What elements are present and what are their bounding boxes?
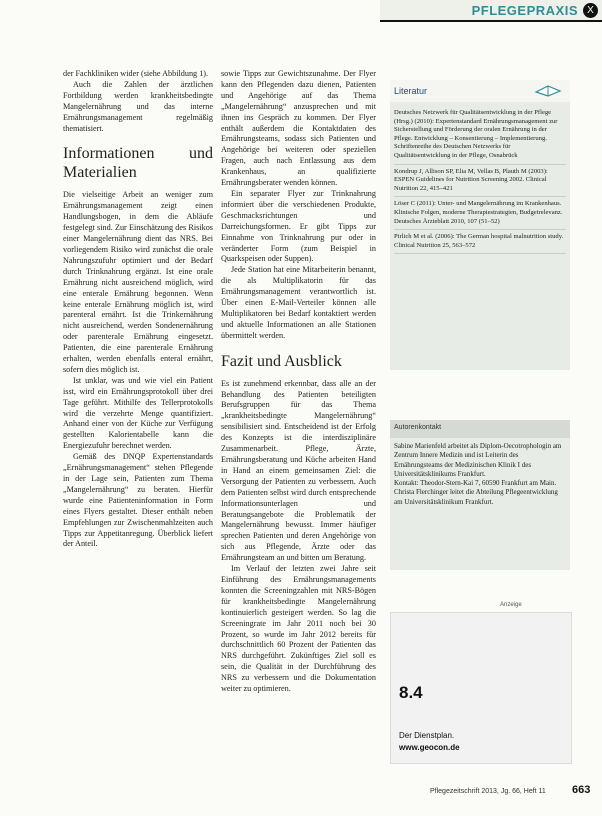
left-column — [63, 69, 213, 550]
section-heading-fazit: Fazit und Ausblick — [221, 352, 342, 370]
literature-list — [394, 106, 566, 254]
ad-url[interactable]: www.geocon.de — [399, 743, 460, 752]
body-paragraph-3: Gemäß des DNQP Expertenstandards „Ernährungsmanagement“ stehen Pflegende in der Lage sein, Patienten zum Thema „Mangelernährung“ zu beraten. Hierfür wurde eine Patienteninformation in Form eines Flyers gestaltet. Dieser enthält neben Empfehlungen zur Zwischenmahlzeiten auch Tipps zur Appetitanregung. Überblick liefert der Anteil. — [63, 452, 213, 549]
literature-entry: Deutsches Netzwerk für Qualitätsentwicklung in der Pflege (Hrsg.) (2010): Expertenstandard Ernährungsmanagement zur Sicherstellung und Förderung der oralen Ernährung in der Pflege. Entwicklung – Konsentierung – Implementierung. Schriftenreihe des Deutschen Netzwerks für Qualitätsentwicklung in der Pflege, Osnabrück — [394, 106, 566, 165]
ad-number: 8.4 — [399, 683, 423, 702]
intro-paragraph-2: Auch die Zahlen der ärztlichen Fortbildung werden krankheitsbedingte Mangelernährung und das interne Ernährungsmanagement regelmäßig thematisiert. — [63, 79, 213, 133]
middle-paragraph-4: Es ist zunehmend erkennbar, dass alle an der Behandlung des Patienten beteiligten Berufsgruppen für das Thema „krankheitsbedingte Mangelernährung“ sensibilisiert sind. Entscheidend ist der Erfolg des Konzepts ist die interdisziplinäre Zusammenarbeit. Pflege, Ärzte, Ernährungsberatung und Küche arbeiten Hand in Hand an einem gemeinsamen Ziel: die Versorgung der Patienten zu verbessern. Auch dem Patienten selbst wird durch entsprechende Informationsunterlagen und Beratungsangebote die Problematik der Mangelernährung bewusst. Immer häufiger sprechen Patienten und deren Angehörige von sich aus Pflegende, Ärzte oder das Ernährungsteam an und bitten um Beratung. — [221, 378, 376, 563]
middle-paragraph-3: Jede Station hat eine Mitarbeiterin benannt, die als Multiplikatorin für das Ernährungsmanagement verantwortlich ist. Über einen E-Mail-Verteiler können alle Multiplikatoren bei Bedarf kontaktiert werden und aktuelle Informationen an alle Stationen übermittelt werden. — [221, 265, 376, 340]
section-header — [380, 0, 602, 22]
body-paragraph-1: Die vielseitige Arbeit an weniger zum Ernährungsmanagement zeigt einen Handlungsbogen, in dem die Abläufe festgelegt sind. Zur Einschätzung des Risikos einer Mangelernährung dient das NRS. Bei vorliegendem Risiko wird zunächst die orale Nahrungszufuhr optimiert und der Bedarf durch Trinknahrung ergänzt. Ist eine orale Ernährung nicht ausreichend möglich, wird eine enterale Ernährung begonnen. Wenn keine enterale Ernährung möglich ist, wird parenteral ernährt. Ist die Trinkernährung nicht ausreichend, werden Sondenernährung oder parenterale Ernährung eingesetzt. Patienten, die eine parenterale Ernährung erhalten, werden ebenfalls enteral ernährt, sofern dies möglich ist. — [63, 190, 213, 374]
literature-entry: Löser C (2011): Unter- und Mangelernährung im Krankenhaus. Klinische Folgen, moderne Therapiestrategien, Budgetrelevanz. Deutsches Ärzteblatt 2010, 107 (51–52) — [394, 197, 566, 230]
middle-column — [221, 69, 376, 695]
ad-label: Anzeige — [500, 602, 522, 608]
literature-header — [390, 80, 570, 102]
author-contact-header — [390, 420, 570, 438]
section-title: PFLEGEPRAXIS — [471, 3, 578, 18]
middle-paragraph-5: Im Verlauf der letzten zwei Jahre seit Einführung des Ernährungsmanagements konnten die Screeningzahlen mit NRS-Bögen für krankheitsbedingte Mangelernährung kontinuierlich gesteigert werden. So lag die Screeningrate im Jahr 2011 noch bei 30 Prozent, so wurde im Jahr 2012 bereits für durchschnittlich 60 Prozent der Patienten das NRS durchgeführt. Zukünftiges Ziel soll es sein, die Qualität in der Durchführung des NRS zu verbessern und die Dokumentation weiter zu optimieren. — [221, 564, 376, 694]
journal-footer: Pflegezeitschrift 2013, Jg. 66, Heft 11 — [430, 788, 546, 795]
section-heading-informationen: Informationen und Materialien — [63, 145, 213, 182]
page-number: 663 — [572, 784, 591, 796]
author-text-1: Sabine Marienfeld arbeitet als Diplom-Oecotrophologin am Zentrum Innere Medizin und ist Leiterin des Ernährungsteams der Medizinischen Klinik I des Universitätsklinikums Frankfurt. — [394, 442, 562, 478]
author-text-3: Christa Flerchinger leitet die Abteilung Pflegeentwicklung am Universitätsklinikum Frankfurt. — [394, 488, 558, 506]
advertisement[interactable] — [390, 612, 572, 764]
intro-paragraph-1: der Fachkliniken wider (siehe Abbildung 1). — [63, 69, 209, 78]
middle-paragraph-2: Ein separater Flyer zur Trinknahrung informiert über die verschiedenen Produkte, Geschmacksrichtungen und Darreichungsformen. Er gibt Tipps zur Einnahme von Trinknahrung pur oder in veränderter Form (zum Beispiel in Quarkspeisen oder Suppen). — [221, 188, 376, 264]
author-text-2: Kontakt: Theodor-Stern-Kai 7, 60590 Frankfurt am Main. — [394, 479, 557, 488]
ad-tagline: Der Dienstplan. — [399, 731, 455, 740]
middle-paragraph-1: sowie Tipps zur Gewichtszunahme. Der Flyer kann den Pflegenden dazu dienen, Patienten und Angehörige auf das Thema „Mangelernährung“ anzusprechen und mit ihnen ins Gespräch zu kommen. Der Flyer enthält außerdem die Kontaktdaten des Ernährungsteams, sodass sich Patienten und Angehörige bei weiteren oder speziellen Fragen, auch nach Entlassung aus dem Krankenhaus, an qualifizierte Ernährungsberater wenden können. — [221, 69, 376, 188]
literature-box — [390, 80, 570, 370]
literature-title: Literatur — [394, 86, 428, 96]
body-paragraph-2: Ist unklar, was und wie viel ein Patient isst, wird ein Ernährungsprotokoll über drei Tage geführt. Mithilfe des Tellerprotokolls wird die verzehrte Menge quantifiziert. Anhand einer von der Küche zur Verfügung gestellten Kalorientabelle kann die Energiezufuhr berechnet werden. — [63, 375, 213, 451]
close-icon: X — [583, 3, 598, 18]
literature-entry: Pirlich M et al. (2006): The German hospital malnutrition study. Clinical Nutrition 25, 563–572 — [394, 230, 566, 254]
literature-entry: Kondrup J, Allison SP, Elia M, Vellas B, Plauth M (2003): ESPEN Guidelines for Nutrition Screening 2002. Clinical Nutrition 22, 415–421 — [394, 165, 566, 198]
author-contact-body — [394, 442, 566, 507]
author-contact-title: Autorenkontakt — [394, 424, 442, 431]
book-icon — [534, 82, 562, 98]
author-contact-box — [390, 420, 570, 570]
